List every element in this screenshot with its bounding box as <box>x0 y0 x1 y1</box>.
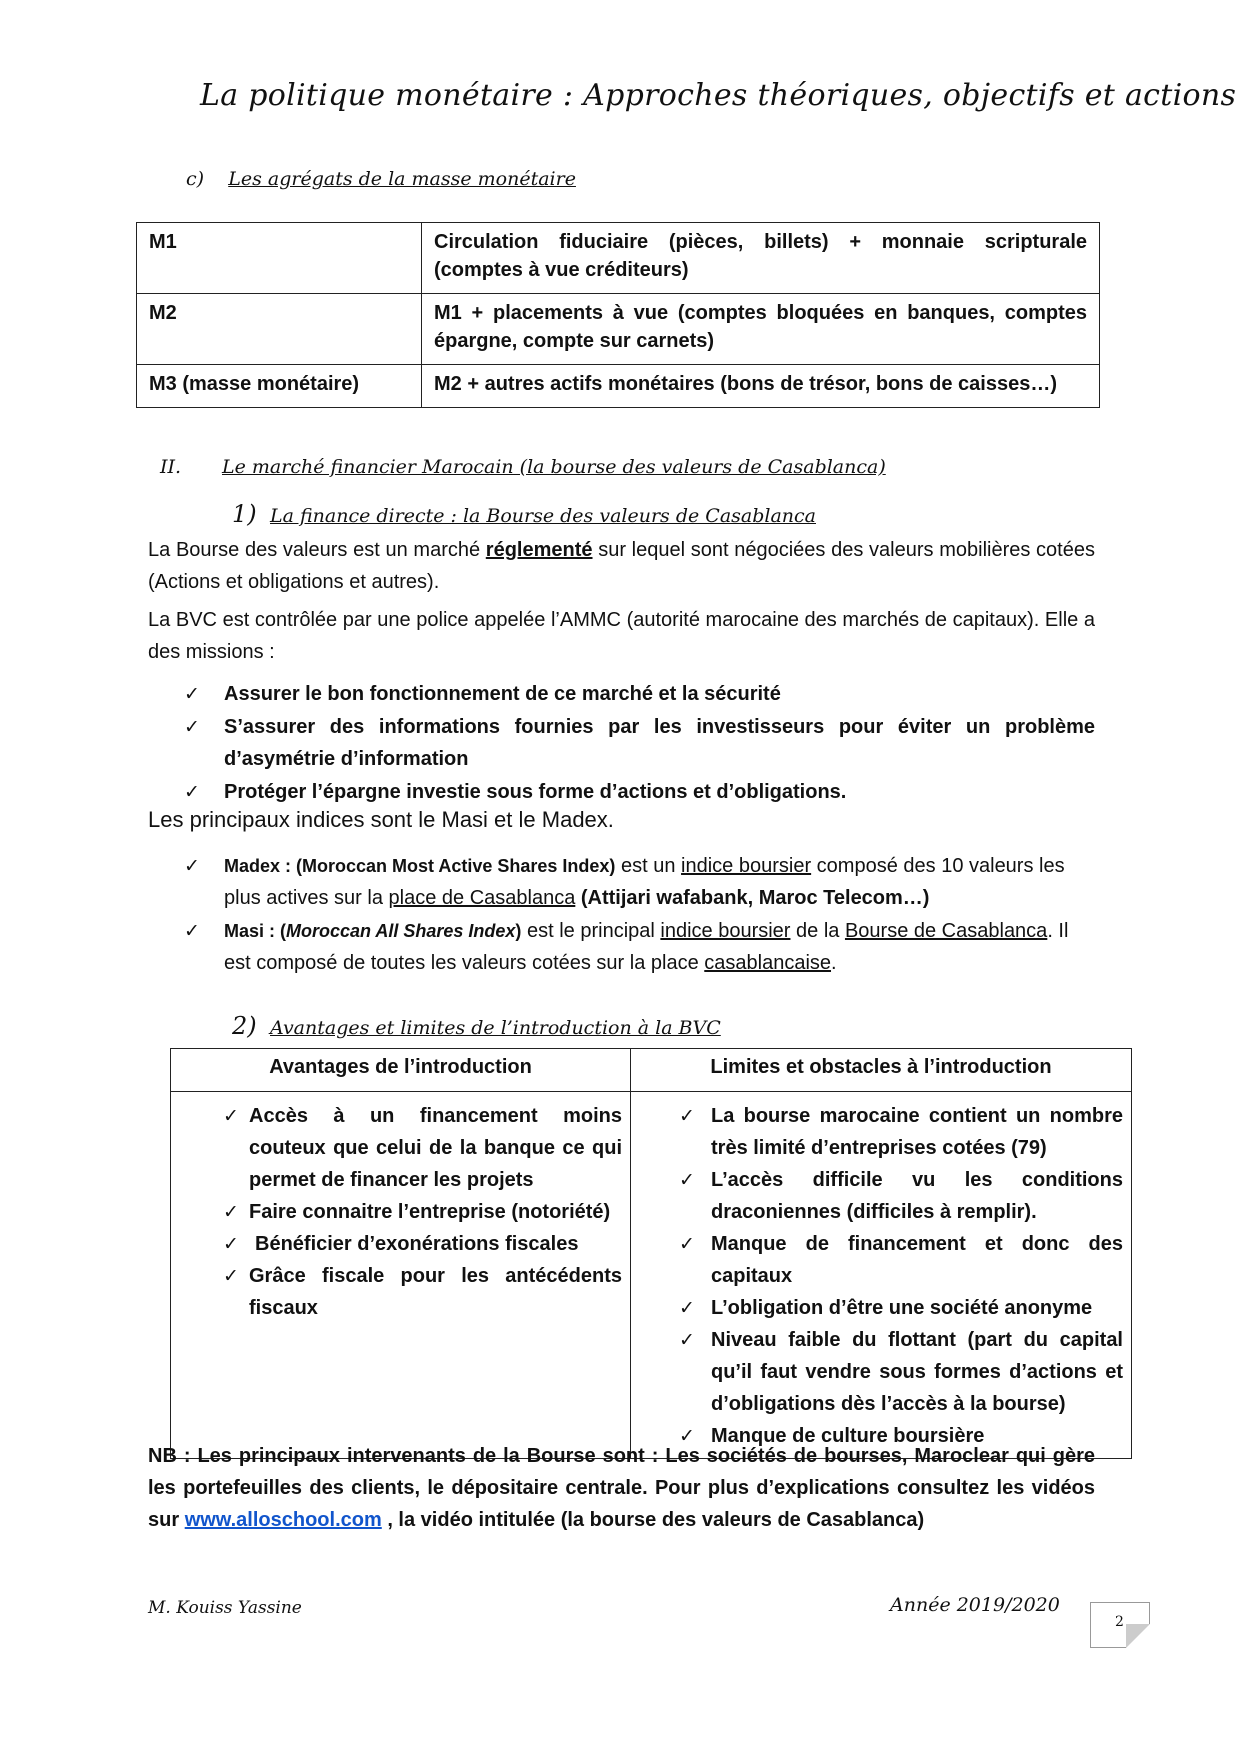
page-title: La politique monétaire : Approches théoriques, objectifs et actions <box>200 78 1237 113</box>
checkmark-icon: ✓ <box>223 1265 239 1287</box>
section-c-title: Les agrégats de la masse monétaire <box>228 168 576 190</box>
checkmark-icon: ✓ <box>223 1105 239 1127</box>
section-ii-title: Le marché financier Marocain (la bourse des valeurs de Casablanca) <box>222 456 886 478</box>
section-ii-number: II. <box>160 456 182 478</box>
list-item <box>180 678 1095 710</box>
link-bourse-de-casablanca[interactable]: Bourse de Casablanca <box>844 920 1048 942</box>
table-header-row <box>171 1049 1132 1092</box>
emphasis-reglemente: réglementé <box>485 539 593 561</box>
footer-year: Année 2019/2020 <box>890 1594 1060 1616</box>
subsection-2-title: Avantages et limites de l’introduction à la BVC <box>270 1017 721 1039</box>
aggregates-table <box>136 222 1100 408</box>
page-number: 2 <box>1115 1614 1124 1630</box>
nb-note <box>148 1440 1095 1536</box>
link-indice-boursier[interactable]: indice boursier <box>660 920 791 942</box>
link-alloschool[interactable]: www.alloschool.com <box>184 1509 382 1531</box>
list-item <box>639 1228 1123 1292</box>
index-text: est un <box>615 855 682 877</box>
list-item <box>179 1100 622 1196</box>
list-item-masi <box>180 915 1095 979</box>
index-text: de la <box>790 920 845 942</box>
aggregate-name: M1 <box>137 223 422 294</box>
aggregate-definition: M2 + autres actifs monétaires (bons de trésor, bons de caisses…) <box>422 365 1100 408</box>
checkmark-icon: ✓ <box>679 1329 695 1351</box>
aggregate-name: M2 <box>137 294 422 365</box>
limits-cell <box>631 1092 1132 1459</box>
advantage-text: Accès à un financement moins couteux que celui de la banque ce qui permet de financer les projets <box>249 1105 622 1191</box>
checkmark-icon: ✓ <box>223 1201 239 1223</box>
column-header-advantages: Avantages de l’introduction <box>171 1049 631 1092</box>
subsection-2-number: 2) <box>232 1012 257 1040</box>
checkmark-icon: ✓ <box>184 716 200 738</box>
list-item-madex <box>180 850 1095 914</box>
indices-list <box>180 850 1095 980</box>
checkmark-icon: ✓ <box>184 683 200 705</box>
madex-label: Madex : (Moroccan Most Active Shares Index) <box>224 856 616 876</box>
limit-text: Manque de culture boursière <box>711 1425 985 1447</box>
masi-label-end: ) <box>515 921 522 941</box>
checkmark-icon: ✓ <box>679 1425 695 1447</box>
nb-text: NB : Les principaux intervenants de la Bourse sont : Les sociétés de bourses, Maroclear qui gère les portefeuilles des clients, le dépositaire centrale. Pour plus d’explications consultez les vidéos sur <box>148 1445 1095 1531</box>
subsection-1-number: 1) <box>232 500 257 528</box>
list-item <box>639 1324 1123 1420</box>
checkmark-icon: ✓ <box>679 1297 695 1319</box>
link-place-de-casablanca[interactable]: place de Casablanca <box>388 887 576 909</box>
checkmark-icon: ✓ <box>184 920 200 942</box>
advantage-text: Grâce fiscale pour les antécédents fiscaux <box>249 1265 622 1319</box>
page-number-box <box>1090 1602 1150 1648</box>
index-text: est le principal <box>521 920 661 942</box>
aggregate-definition: M1 + placements à vue (comptes bloquées en banques, comptes épargne, compte sur carnets) <box>422 294 1100 365</box>
footer-author: M. Kouiss Yassine <box>148 1598 302 1618</box>
advantage-text: Faire connaitre l’entreprise (notoriété) <box>249 1201 611 1223</box>
list-item <box>179 1228 622 1260</box>
list-item <box>639 1164 1123 1228</box>
link-indice-boursier[interactable]: indice boursier <box>681 855 812 877</box>
subsection-1-title: La finance directe : la Bourse des valeurs de Casablanca <box>270 505 816 527</box>
aggregate-definition: Circulation fiduciaire (pièces, billets) + monnaie scripturale (comptes à vue créditeurs) <box>422 223 1100 294</box>
table-row <box>137 294 1100 365</box>
column-header-limits: Limites et obstacles à l’introduction <box>631 1049 1132 1092</box>
section-ii-heading <box>160 456 886 478</box>
paragraph-ammc: La BVC est contrôlée par une police appelée l’AMMC (autorité marocaine des marchés de capitaux). Elle a des missions : <box>148 609 1095 663</box>
mission-text: Assurer le bon fonctionnement de ce marché et la sécurité <box>224 683 781 705</box>
index-text: . <box>831 952 837 974</box>
table-row <box>137 223 1100 294</box>
limit-text: Manque de financement et donc des capitaux <box>711 1233 1123 1287</box>
checkmark-icon: ✓ <box>679 1169 695 1191</box>
paragraph-bourse-definition <box>148 534 1095 598</box>
list-item <box>179 1260 622 1324</box>
missions-list <box>180 678 1095 808</box>
link-casablancaise[interactable]: casablancaise <box>704 952 832 974</box>
paragraph-text: La Bourse des valeurs est un marché <box>148 539 486 561</box>
subsection-2-heading <box>232 1012 721 1040</box>
masi-label-name: Moroccan All Shares Index <box>286 921 516 941</box>
page-curl-icon <box>1126 1624 1150 1648</box>
indices-intro: Les principaux indices sont le Masi et le Madex. <box>148 807 614 832</box>
checkmark-icon: ✓ <box>223 1233 239 1255</box>
nb-text: , la vidéo intitulée (la bourse des valeurs de Casablanca) <box>381 1509 925 1531</box>
masi-label-start: Masi : ( <box>224 921 287 941</box>
table-row <box>171 1092 1132 1459</box>
madex-examples: (Attijari wafabank, Maroc Telecom…) <box>580 887 930 909</box>
limit-text: La bourse marocaine contient un nombre très limité d’entreprises cotées (79) <box>711 1105 1123 1159</box>
paragraph-text: sur lequel sont négociées des valeurs mobilières cotées (Actions et obligations et autres). <box>148 539 1095 593</box>
subsection-1-heading <box>232 500 816 528</box>
table-row <box>137 365 1100 408</box>
advantages-cell <box>171 1092 631 1459</box>
limits-list <box>639 1100 1123 1452</box>
advantage-text: Bénéficier d’exonérations fiscales <box>255 1233 579 1255</box>
limit-text: L’obligation d’être une société anonyme <box>711 1297 1093 1319</box>
list-item <box>639 1292 1123 1324</box>
checkmark-icon: ✓ <box>184 855 200 877</box>
list-item <box>179 1196 622 1228</box>
section-c-number: c) <box>186 168 205 190</box>
checkmark-icon: ✓ <box>184 781 200 803</box>
limit-text: L’accès difficile vu les conditions draconiennes (difficiles à remplir). <box>711 1169 1123 1223</box>
aggregate-name: M3 (masse monétaire) <box>137 365 422 408</box>
list-item <box>639 1100 1123 1164</box>
checkmark-icon: ✓ <box>679 1105 695 1127</box>
mission-text: S’assurer des informations fournies par les investisseurs pour éviter un problème d’asymétrie d’information <box>224 716 1095 770</box>
advantages-list <box>179 1100 622 1324</box>
advantages-limits-table <box>170 1048 1132 1459</box>
list-item <box>180 711 1095 775</box>
index-text: . Il est composé de toutes les valeurs cotées sur la place <box>224 920 1069 974</box>
mission-text: Protéger l’épargne investie sous forme d’actions et d’obligations. <box>224 781 847 803</box>
index-text: composé des 10 valeurs les plus actives sur la <box>224 855 1065 909</box>
limit-text: Niveau faible du flottant (part du capital qu’il faut vendre sous formes d’actions et d’obligations dès l’accès à la bourse) <box>711 1329 1123 1415</box>
checkmark-icon: ✓ <box>679 1233 695 1255</box>
section-c-heading <box>186 168 576 190</box>
